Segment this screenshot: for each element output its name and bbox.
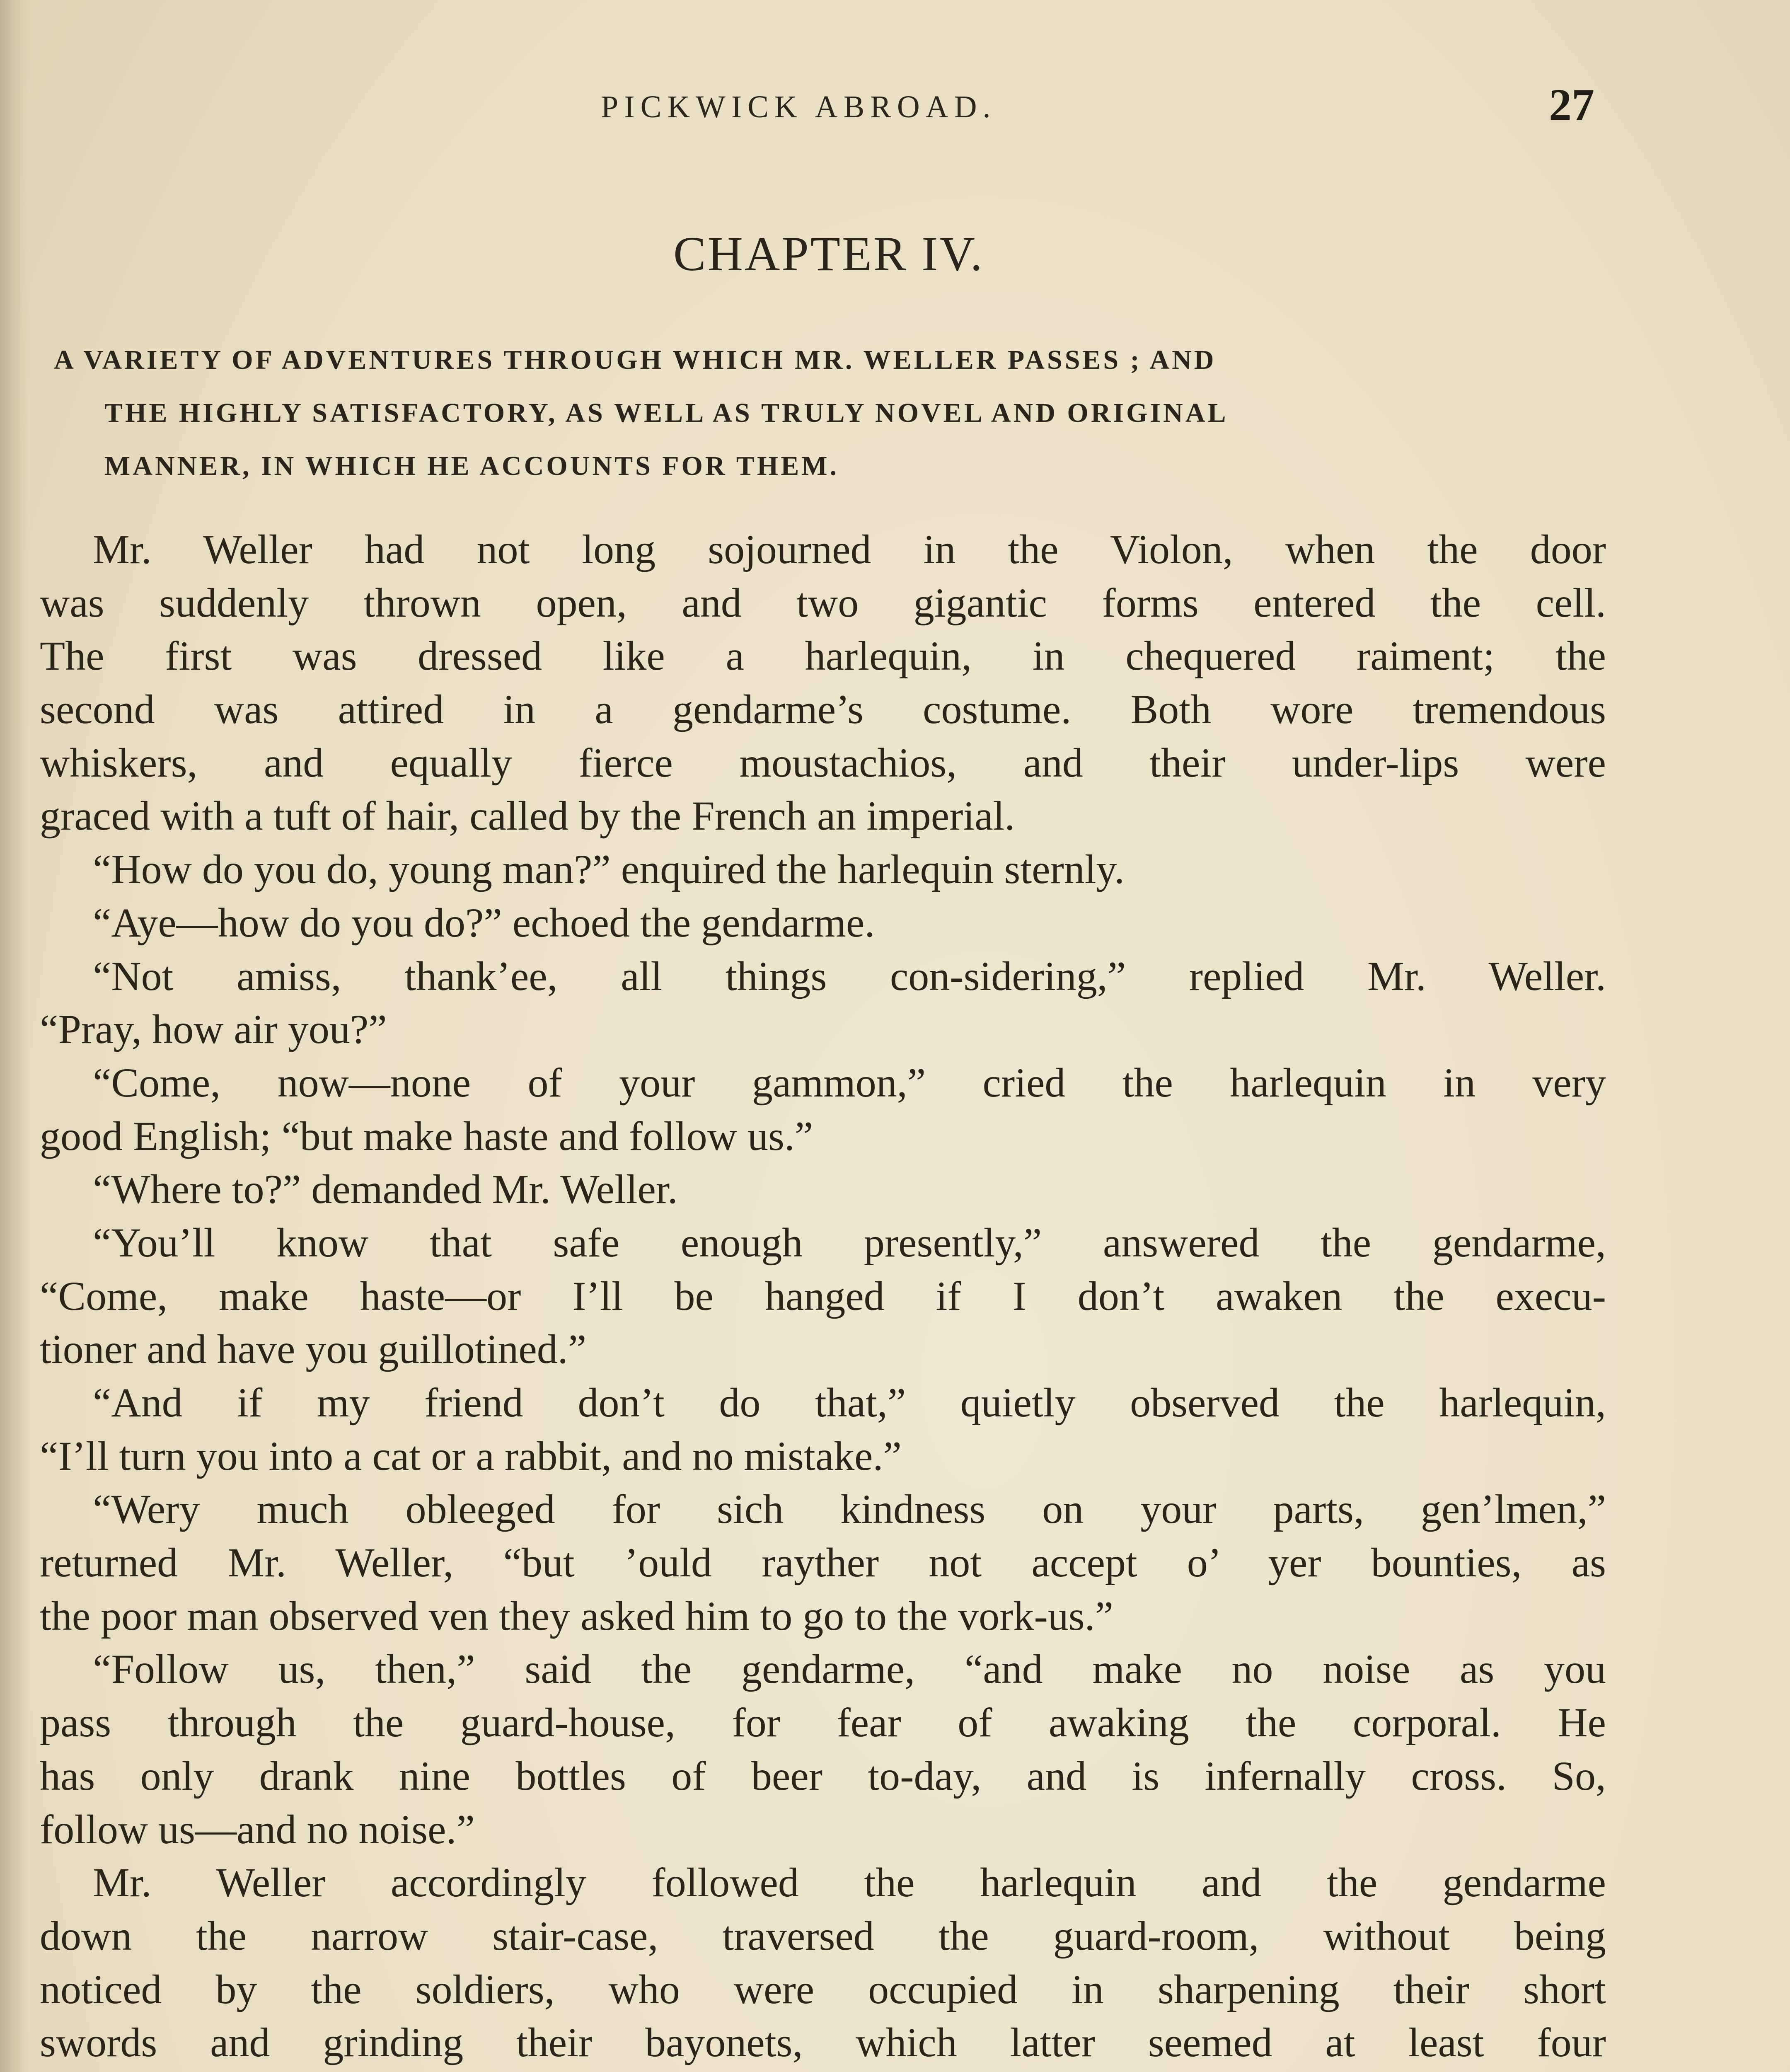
chapter-body-text [40, 523, 1606, 2072]
text-line: good English; “but make haste and follow us.” [40, 1113, 813, 1159]
chapter-summary [54, 334, 1608, 493]
text-line: “Come, make haste—or I’ll be hanged if I don’t awaken the execu- [40, 1273, 1606, 1319]
text-line: “Pray, how air you?” [40, 1006, 387, 1053]
text-line: Mr. Weller accordingly followed the harlequin and the gendarme [93, 1859, 1606, 1906]
page-gutter-shadow [0, 0, 29, 2072]
text-line: down the narrow stair-case, traversed the guard-room, without being [40, 1912, 1606, 1959]
summary-line: A VARIETY OF ADVENTURES THROUGH WHICH MR. WELLER PASSES ; AND [54, 345, 1217, 375]
text-line: second was attired in a gendarme’s costume. Both wore tremendous [40, 686, 1606, 733]
page-number: 27 [1549, 80, 1594, 130]
text-line: noticed by the soldiers, who were occupied in sharpening their short [40, 1966, 1606, 2012]
text-line: the poor man observed ven they asked him to go to the vork-us.” [40, 1593, 1114, 1639]
text-line [40, 2070, 1606, 2072]
text-line: “And if my friend don’t do that,” quietly observed the harlequin, [93, 1380, 1606, 1426]
text-line: Mr. Weller had not long sojourned in the Violon, when the door [93, 526, 1606, 572]
running-head: PICKWICK ABROAD. [601, 90, 997, 124]
text-line: “Where to?” demanded Mr. Weller. [93, 1166, 678, 1213]
text-line: follow us—and no noise.” [40, 1806, 475, 1852]
chapter-title: CHAPTER IV. [673, 227, 984, 281]
text-line: “Not amiss, thank’ee, all things con-sidering,” replied Mr. Weller. [93, 953, 1606, 999]
text-line: The first was dressed like a harlequin, in chequered raiment; the [40, 633, 1606, 679]
text-line: whiskers, and equally fierce moustachios, and their under-lips were [40, 739, 1606, 786]
text-line: swords and grinding their bayonets, which latter seemed at least four [40, 2019, 1606, 2066]
summary-line: MANNER, IN WHICH HE ACCOUNTS FOR THEM. [104, 451, 839, 481]
text-line: “Come, now—none of your gammon,” cried the harlequin in very [93, 1059, 1606, 1106]
text-line: “You’ll know that safe enough presently,” answered the gendarme, [93, 1219, 1606, 1266]
text-line: has only drank nine bottles of beer to-day, and is infernally cross. So, [40, 1752, 1606, 1799]
text-line: returned Mr. Weller, “but ’ould rayther not accept o’ yer bounties, as [40, 1539, 1606, 1586]
text-line: “Follow us, then,” said the gendarme, “and make no noise as you [93, 1646, 1606, 1692]
text-line: pass through the guard-house, for fear of awaking the corporal. He [40, 1699, 1606, 1746]
text-line: graced with a tuft of hair, called by the French an imperial. [40, 793, 1015, 839]
text-line: “Wery much obleeged for sich kindness on your parts, gen’lmen,” [93, 1486, 1606, 1532]
summary-line: THE HIGHLY SATISFACTORY, AS WELL AS TRULY NOVEL AND ORIGINAL [104, 398, 1229, 428]
text-line: “How do you do, young man?” enquired the harlequin sternly. [93, 846, 1125, 893]
text-line: “Aye—how do you do?” echoed the gendarme. [93, 899, 875, 946]
text-line: “I’ll turn you into a cat or a rabbit, and no mistake.” [40, 1433, 902, 1479]
text-line: was suddenly thrown open, and two gigantic forms entered the cell. [40, 579, 1606, 626]
text-line: tioner and have you guillotined.” [40, 1326, 587, 1372]
